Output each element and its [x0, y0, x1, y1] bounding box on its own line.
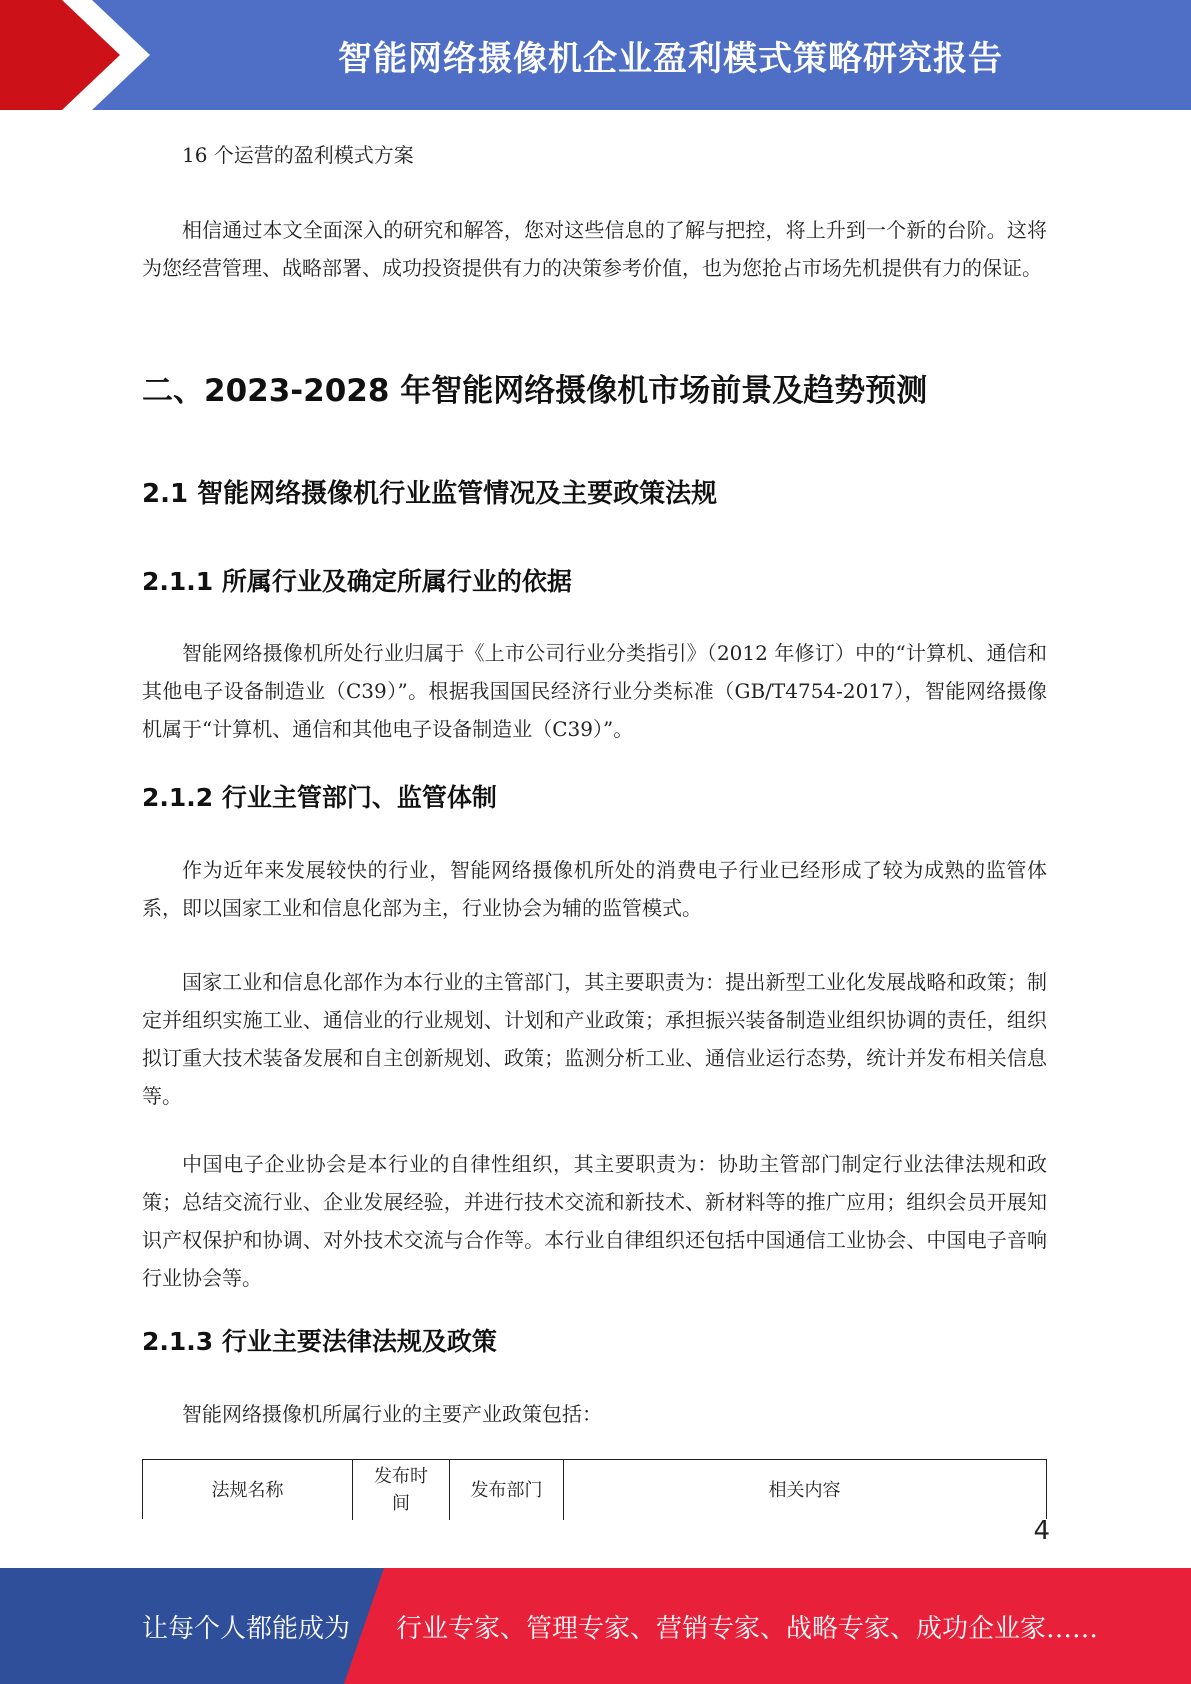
- policy-table: [142, 1459, 1047, 1519]
- table-header-department: 发布部门: [450, 1460, 564, 1520]
- document-title: 智能网络摄像机企业盈利模式策略研究报告: [338, 38, 1003, 79]
- paragraph-2-1-3: 智能网络摄像机所属行业的主要产业政策包括：: [182, 1402, 602, 1426]
- intro-line: 16 个运营的盈利模式方案: [182, 143, 414, 167]
- page-footer: [0, 1568, 1191, 1684]
- footer-slogan-left: 让每个人都能成为: [142, 1613, 351, 1644]
- page-number: 4: [1033, 1516, 1050, 1546]
- paragraph-2-1-2-c: 中国电子企业协会是本行业的自律性组织，其主要职责为：协助主管部门制定行业法律法规和政策；总结交流行业、企业发展经验，并进行技术交流和新技术、新材料等的推广应用；组织会员开展知识产权保护和协调、对外技术交流与合作等。本行业自律组织还包括中国通信工业协会、中国电子音响行业协会等。: [142, 1152, 1047, 1290]
- paragraph-2-1-2-b: 国家工业和信息化部作为本行业的主管部门，其主要职责为：提出新型工业化发展战略和政策；制定并组织实施工业、通信业的行业规划、计划和产业政策；承担振兴装备制造业组织协调的责任，组织拟订重大技术装备发展和自主创新规划、政策；监测分析工业、通信业运行态势，统计并发布相关信息等。: [142, 970, 1047, 1108]
- page-header: [0, 0, 1191, 110]
- section-2-1-2-heading: 2.1.2 行业主管部门、监管体制: [142, 783, 497, 812]
- intro-paragraph: 相信通过本文全面深入的研究和解答，您对这些信息的了解与把控，将上升到一个新的台阶。这将为您经营管理、战略部署、成功投资提供有力的决策参考价值，也为您抢占市场先机提供有力的保证。: [142, 218, 1047, 280]
- table-header-date: 发布时间: [353, 1460, 450, 1520]
- section-2-1-heading: 2.1 智能网络摄像机行业监管情况及主要政策法规: [142, 479, 718, 509]
- section-2-heading: 二、2023-2028 年智能网络摄像机市场前景及趋势预测: [142, 373, 928, 409]
- section-2-1-3-heading: 2.1.3 行业主要法律法规及政策: [142, 1327, 497, 1356]
- paragraph-2-1-1: 智能网络摄像机所处行业归属于《上市公司行业分类指引》（2012 年修订）中的“计算机、通信和其他电子设备制造业（C39）”。根据我国国民经济行业分类标准（GB/T4754-2017），智能网络摄像机属于“计算机、通信和其他电子设备制造业（C39）”。: [142, 641, 1047, 741]
- footer-slogan-right: 行业专家、管理专家、营销专家、战略专家、成功企业家……: [396, 1613, 1099, 1644]
- section-2-1-1-heading: 2.1.1 所属行业及确定所属行业的依据: [142, 567, 572, 596]
- paragraph-2-1-2-a: 作为近年来发展较快的行业，智能网络摄像机所处的消费电子行业已经形成了较为成熟的监管体系，即以国家工业和信息化部为主，行业协会为辅的监管模式。: [142, 858, 1047, 920]
- table-header-content: 相关内容: [768, 1479, 841, 1501]
- table-header-name: 法规名称: [143, 1460, 353, 1520]
- header-arrow-decoration: [0, 0, 150, 110]
